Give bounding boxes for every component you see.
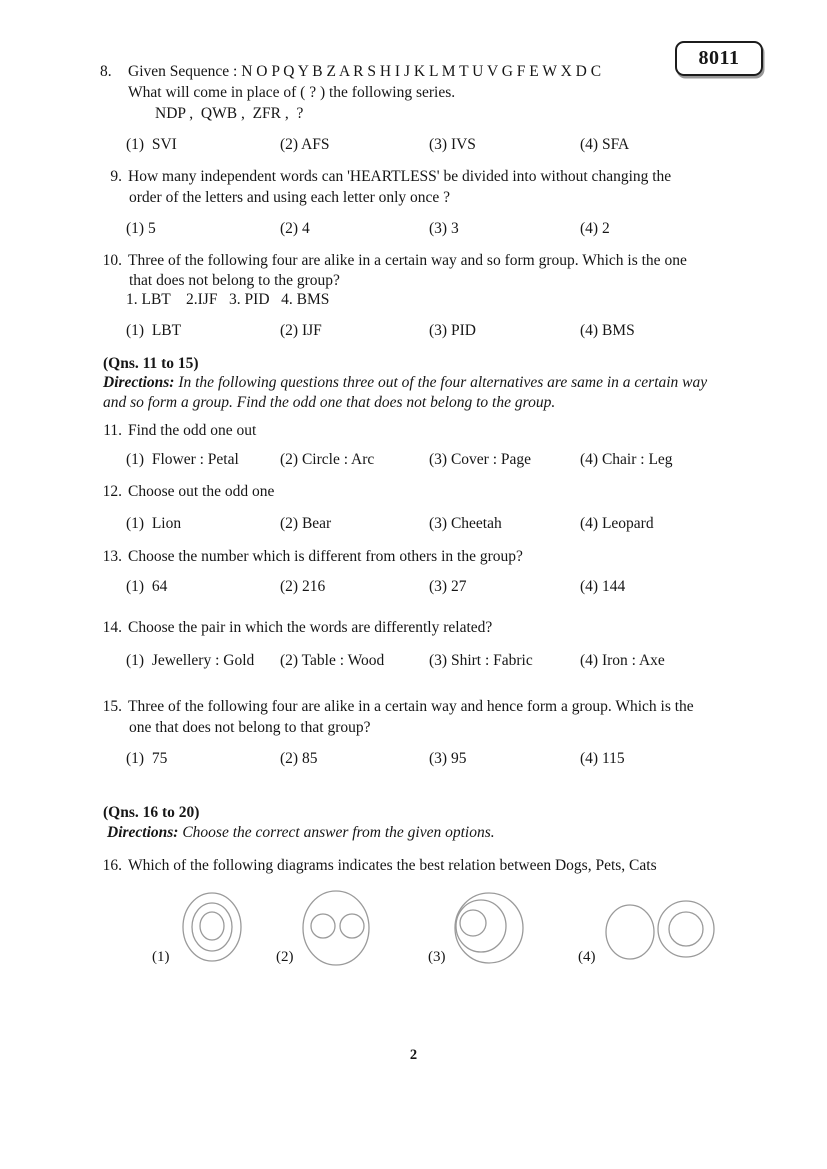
options-row-q11 (0, 449, 827, 470)
question-text-line: Choose out the odd one (128, 483, 275, 500)
directions-text-line: Choose the correct answer from the given options. (178, 824, 495, 841)
option-3: (3) Cheetah (429, 515, 502, 532)
option-3: (3) PID (429, 322, 476, 339)
option-3: (3) Shirt : Fabric (429, 652, 533, 669)
option-3: (3) Cover : Page (429, 451, 532, 468)
option-2: (2) AFS (280, 136, 330, 153)
option-4: (4) Chair : Leg (580, 451, 673, 468)
option-1: (1) Jewellery : Gold (126, 652, 255, 669)
directions-text-line: In the following questions three out of the four alternatives are same in a certain way (174, 374, 708, 391)
question-text-line: Choose the pair in which the words are differently related? (128, 619, 493, 636)
option-2: (2) IJF (280, 322, 322, 339)
option-1: (1) 5 (126, 220, 156, 237)
section-header-11-15: (Qns. 11 to 15) (103, 355, 199, 372)
question-text-line: What will come in place of ( ? ) the following series. (128, 84, 456, 101)
question-13 (100, 546, 523, 567)
option-2: (2) Table : Wood (280, 652, 385, 669)
option-4: (4) BMS (580, 322, 635, 339)
diagram-labels-row (0, 947, 827, 968)
option-1: (1) LBT (126, 322, 182, 339)
option-1: (1) 64 (126, 578, 168, 595)
question-number: 8. (100, 63, 112, 80)
question-text-line: Given Sequence : N O P Q Y B Z A R S H I J K L M T U V G F E W X D C (128, 63, 602, 80)
question-15 (100, 696, 694, 738)
left-inner-circle (311, 914, 335, 938)
option-4: (4) 144 (580, 578, 626, 595)
directions-label: Directions: (107, 824, 179, 841)
question-14 (100, 617, 492, 638)
series-line: NDP , QWB , ZFR , ? (155, 105, 304, 122)
item-list-line: 1. LBT 2.IJF 3. PID 4. BMS (126, 291, 330, 308)
directions-label: Directions: (103, 374, 175, 391)
question-text-line: that does not belong to the group? (129, 271, 340, 289)
option-3: (3) 27 (429, 578, 467, 595)
inner-circle (460, 910, 486, 936)
directions-16-20 (107, 823, 495, 843)
options-row-q8 (0, 134, 827, 155)
question-number: 10. (102, 252, 122, 269)
option-3: (3) 95 (429, 750, 467, 767)
option-3: (3) IVS (429, 136, 476, 153)
question-text-line: Choose the number which is different from others in the group? (128, 548, 523, 565)
inner-circle (200, 912, 224, 940)
question-number: 15. (102, 698, 122, 715)
question-number: 14. (102, 619, 122, 636)
options-row-q9 (0, 218, 827, 239)
question-number: 9. (110, 168, 122, 185)
question-text-line: Three of the following four are alike in a certain way and so form group. Which is the one (128, 252, 687, 269)
option-4: (4) Iron : Axe (580, 652, 665, 669)
middle-circle (456, 900, 506, 952)
options-row-q10 (0, 320, 827, 341)
question-number: 11. (103, 422, 122, 439)
directions-text-line: and so form a group. Find the odd one that does not belong to the group. (103, 394, 556, 411)
options-row-q12 (0, 513, 827, 534)
question-text-line: Three of the following four are alike in a certain way and hence form a group. Which is the (128, 698, 694, 715)
option-2: (2) 4 (280, 220, 310, 237)
page-number: 2 (409, 1047, 418, 1063)
option-1: (1) SVI (126, 136, 177, 153)
options-row-q14 (0, 650, 827, 671)
right-inner-circle (669, 912, 703, 946)
section-header-16-20: (Qns. 16 to 20) (103, 804, 200, 821)
question-8 (100, 61, 601, 124)
exam-code-badge: 8011 (675, 41, 763, 76)
question-number: 16. (102, 857, 122, 874)
directions-11-15 (103, 373, 707, 413)
option-2: (2) Bear (280, 515, 332, 532)
option-4: (4) Leopard (580, 515, 654, 532)
question-text-line: one that does not belong to that group? (129, 719, 371, 736)
option-4: (4) 2 (580, 220, 610, 237)
option-1: (1) Flower : Petal (126, 451, 239, 468)
question-11 (100, 420, 256, 441)
option-4: (4) SFA (580, 136, 630, 153)
question-10 (100, 251, 687, 310)
question-text-line: Find the odd one out (128, 422, 257, 439)
question-number: 12. (102, 483, 122, 500)
diagram-label-1: (1) (152, 949, 170, 965)
question-text-line: How many independent words can 'HEARTLESS' be divided into without changing the (128, 168, 672, 185)
option-2: (2) 85 (280, 750, 318, 767)
option-1: (1) Lion (126, 515, 182, 532)
option-3: (3) 3 (429, 220, 459, 237)
diagram-label-2: (2) (276, 949, 294, 965)
question-9 (100, 166, 671, 208)
question-12 (100, 481, 274, 502)
option-2: (2) 216 (280, 578, 326, 595)
diagram-label-4: (4) (578, 949, 596, 965)
option-4: (4) 115 (580, 750, 625, 767)
question-16 (100, 855, 657, 876)
option-2: (2) Circle : Arc (280, 451, 375, 468)
question-text-line: order of the letters and using each letter only once ? (129, 189, 451, 206)
options-row-q13 (0, 576, 827, 597)
option-1: (1) 75 (126, 750, 168, 767)
right-inner-circle (340, 914, 364, 938)
question-text-line: Which of the following diagrams indicates the best relation between Dogs, Pets, Cats (128, 857, 657, 874)
question-number: 13. (102, 548, 122, 565)
middle-circle (192, 903, 232, 951)
options-row-q15 (0, 748, 827, 769)
diagram-label-3: (3) (428, 949, 446, 965)
